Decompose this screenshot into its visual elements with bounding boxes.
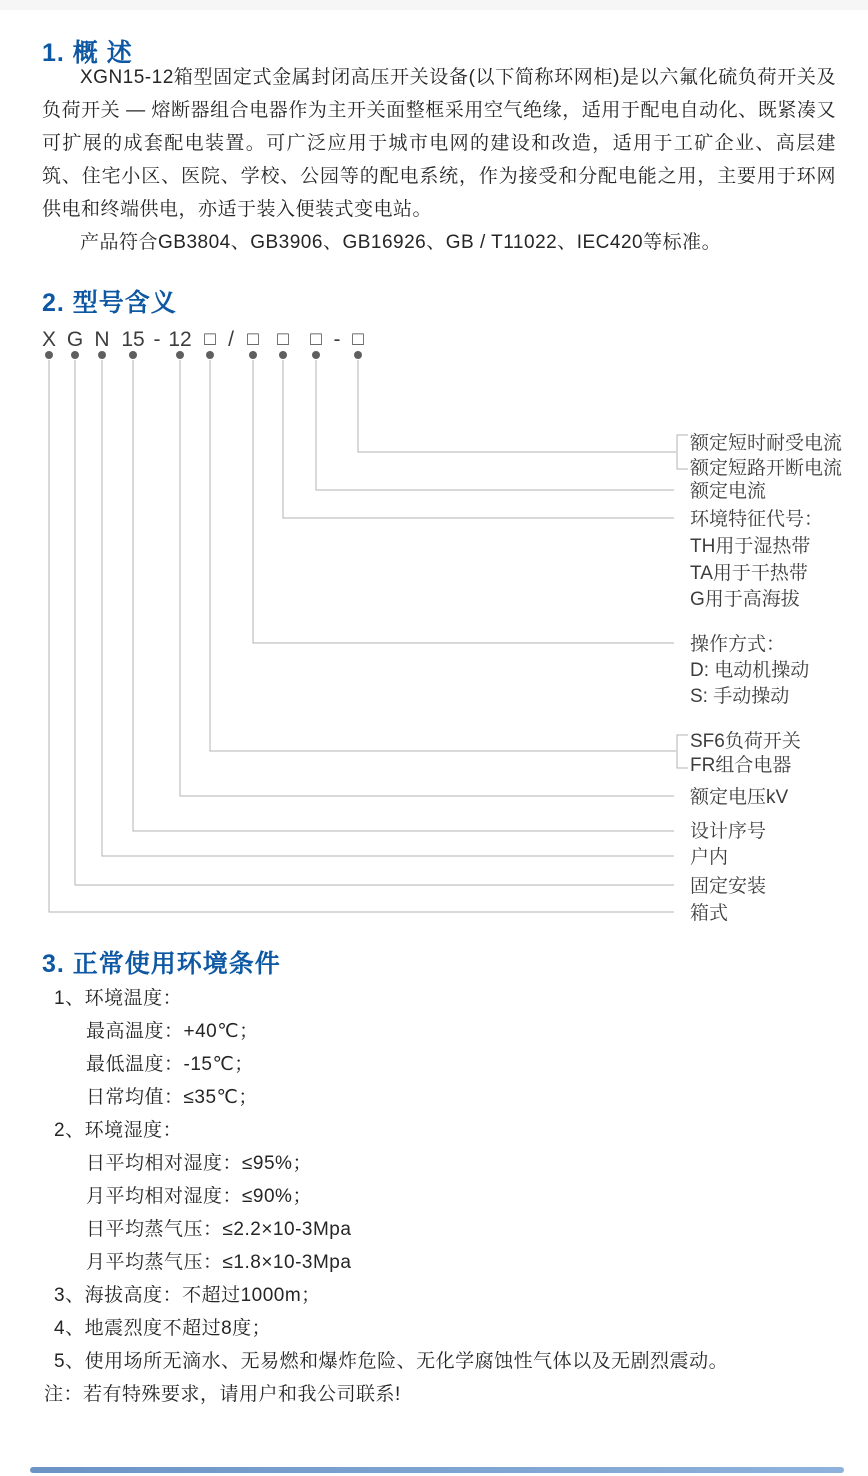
diagram-label: 额定短时耐受电流 xyxy=(690,433,843,454)
diagram-label: 操作方式： xyxy=(690,634,786,655)
model-token-box: □ xyxy=(277,329,289,350)
diagram-labels xyxy=(690,432,842,924)
token-dots xyxy=(45,351,362,359)
diagram-label: 户内 xyxy=(690,847,729,868)
list-item: 最低温度：-15℃； xyxy=(86,1054,254,1075)
diagram-label: 箱式 xyxy=(690,903,729,924)
model-token: X xyxy=(41,328,57,351)
model-token: - xyxy=(333,328,341,351)
diagram-label: G用于高海拔 xyxy=(690,589,800,610)
diagram-label: 环境特征代号： xyxy=(690,509,824,530)
model-token: 12 xyxy=(168,328,192,351)
list-item: 1、环境温度： xyxy=(54,988,183,1009)
diagram-label: 额定电压kV xyxy=(690,787,789,808)
diagram-label: S: 手动操动 xyxy=(690,686,790,707)
model-token-box: □ xyxy=(204,329,216,350)
model-token: / xyxy=(228,328,234,351)
standards-paragraph: 产品符合GB3804、GB3906、GB16926、GB / T11022、IEC420等标准。 xyxy=(80,232,722,253)
footer-accent-bar xyxy=(30,1467,844,1473)
diagram-label: 额定电流 xyxy=(690,481,767,502)
section1-heading: 1. 概 述 xyxy=(42,39,133,67)
diagram-label: TA用于干热带 xyxy=(690,563,808,584)
list-item: 日平均蒸气压：≤2.2×10-3Mpa xyxy=(86,1219,352,1240)
environment-conditions-list xyxy=(0,982,868,1411)
diagram-label: TH用于湿热带 xyxy=(690,536,811,557)
list-item: 月平均相对湿度：≤90%； xyxy=(86,1186,312,1207)
section3-heading: 3. 正常使用环境条件 xyxy=(42,950,281,978)
model-token-box: □ xyxy=(247,329,259,350)
bracket-current-group xyxy=(677,435,688,469)
model-code-tokens xyxy=(42,328,364,351)
model-token-box: □ xyxy=(352,329,364,350)
connector-lines xyxy=(49,360,688,912)
list-item: 2、环境湿度： xyxy=(54,1120,183,1141)
top-strip xyxy=(0,0,868,10)
diagram-label: 固定安装 xyxy=(690,876,767,897)
list-item: 最高温度：+40℃； xyxy=(86,1021,259,1042)
model-token: - xyxy=(153,328,161,351)
diagram-label: SF6负荷开关 xyxy=(690,731,801,752)
list-item: 月平均蒸气压：≤1.8×10-3Mpa xyxy=(86,1252,352,1273)
bracket-switch-group xyxy=(677,735,688,768)
list-item: 3、海拔高度：不超过1000m； xyxy=(54,1285,321,1306)
list-item: 5、使用场所无滴水、无易燃和爆炸危险、无化学腐蚀性气体以及无剧烈震动。 xyxy=(54,1351,729,1372)
list-item: 日常均值：≤35℃； xyxy=(86,1087,258,1108)
model-code-diagram xyxy=(0,318,868,932)
diagram-label: 额定短路开断电流 xyxy=(690,458,843,479)
model-token: 15 xyxy=(121,328,145,351)
model-token: G xyxy=(66,328,84,351)
model-token-box: □ xyxy=(310,329,322,350)
model-token: N xyxy=(94,328,110,351)
list-item: 4、地震烈度不超过8度； xyxy=(54,1318,272,1339)
list-item: 日平均相对湿度：≤95%； xyxy=(86,1153,312,1174)
section2-heading: 2. 型号含义 xyxy=(42,289,177,317)
diagram-label: 设计序号 xyxy=(690,821,767,842)
note-line: 注：若有特殊要求，请用户和我公司联系! xyxy=(44,1384,401,1405)
diagram-label: D: 电动机操动 xyxy=(690,660,810,681)
overview-paragraph: XGN15-12箱型固定式金属封闭高压开关设备(以下简称环网柜)是以六氟化硫负荷开关及负荷开关 — 熔断器组合电器作为主开关面整框采用空气绝缘，适用于配电自动化、既紧凑又可扩展的成套配电装置。可广泛应用于城市电网的建设和改造，适用于工矿企业、高层建筑、住宅小区、医院、学校、公园等的配电系统，作为接受和分配电能之用，主要用于环网供电和终端供电，亦适于装入便装式变电站。 xyxy=(42,67,836,220)
diagram-label: FR组合电器 xyxy=(690,755,792,776)
